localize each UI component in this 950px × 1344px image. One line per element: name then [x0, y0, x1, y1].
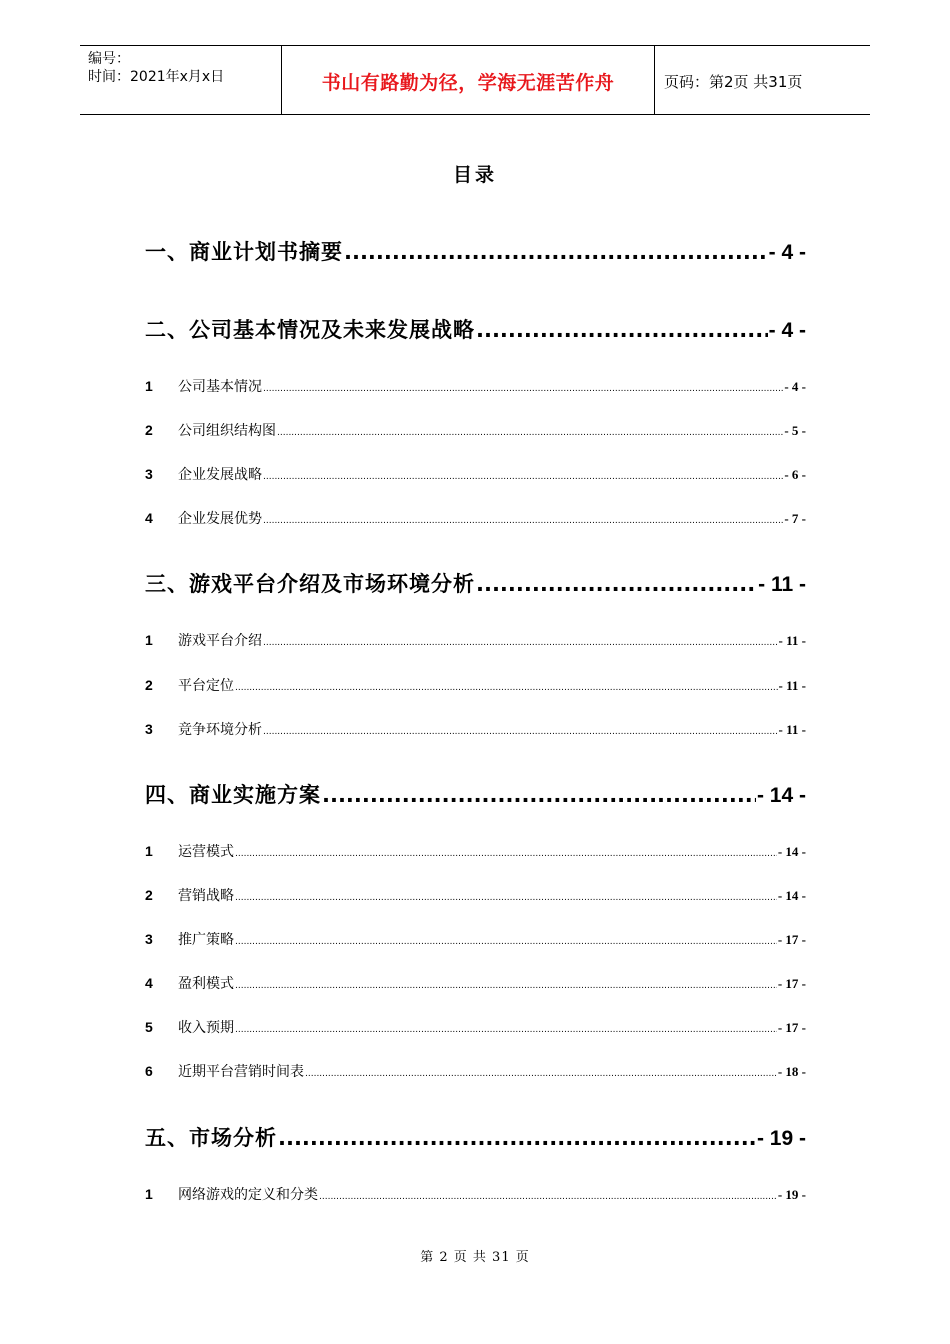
toc-item-number: 3 — [145, 931, 153, 947]
page-footer: 第 2 页 共 31 页 — [420, 1250, 530, 1265]
dot-leader — [476, 318, 768, 342]
toc-item-number: 2 — [145, 887, 153, 903]
toc-item[interactable] — [145, 1061, 806, 1081]
dot-leader — [235, 893, 777, 903]
dot-leader — [263, 638, 778, 648]
toc-item-page: - 14 - — [777, 888, 806, 903]
code-label: 编号： — [88, 51, 130, 67]
toc-item-number: 2 — [145, 422, 153, 438]
toc-item-title: 运营模式 — [178, 844, 234, 860]
toc-section[interactable] — [145, 1122, 806, 1152]
dot-leader — [278, 1126, 756, 1150]
header-page-info: 页码：第2页 共31页 — [664, 73, 803, 91]
toc-item-page: - 11 - — [778, 633, 806, 648]
toc-item-title: 公司基本情况 — [178, 379, 262, 395]
toc-item-title: 盈利模式 — [178, 976, 234, 992]
toc-item-page: - 7 - — [784, 511, 806, 526]
toc-item-title: 推广策略 — [178, 932, 234, 948]
toc-item-page: - 4 - — [784, 379, 806, 394]
toc-item[interactable] — [145, 1184, 806, 1204]
toc-item-title: 网络游戏的定义和分类 — [178, 1187, 318, 1203]
toc-item-title: 企业发展战略 — [178, 467, 262, 483]
toc-section[interactable] — [145, 568, 806, 598]
toc-section-page: - 14 - — [756, 784, 806, 807]
toc-item-title: 收入预期 — [178, 1020, 234, 1036]
toc-item-title: 竞争环境分析 — [178, 722, 262, 738]
header-meta — [88, 50, 224, 86]
toc-item-page: - 17 - — [777, 1020, 806, 1035]
dot-leader — [476, 572, 757, 596]
toc-section[interactable] — [145, 314, 806, 344]
toc-item-number: 3 — [145, 466, 153, 482]
toc-item-number: 4 — [145, 975, 153, 991]
toc-section-title: 二、公司基本情况及未来发展战略 — [145, 318, 475, 342]
toc-item[interactable] — [145, 1017, 806, 1037]
toc-item-title: 游戏平台介绍 — [178, 633, 262, 649]
toc-item-number: 1 — [145, 1186, 153, 1202]
dot-leader — [235, 683, 778, 693]
toc-item-page: - 17 - — [777, 932, 806, 947]
toc-item-number: 1 — [145, 378, 153, 394]
toc-item-page: - 5 - — [784, 423, 806, 438]
dot-leader — [263, 384, 783, 394]
toc-item-number: 1 — [145, 843, 153, 859]
toc-section-page: - 19 - — [756, 1127, 806, 1150]
toc-item-page: - 6 - — [784, 467, 806, 482]
dot-leader — [319, 1192, 777, 1202]
toc-section-page: - 4 - — [768, 319, 806, 342]
toc-item-number: 4 — [145, 510, 153, 526]
toc-section-title: 四、商业实施方案 — [145, 783, 321, 807]
toc-item-title: 营销战略 — [178, 888, 234, 904]
time-label: 时间：2021年x月x日 — [88, 69, 225, 85]
toc-item-page: - 18 - — [777, 1064, 806, 1079]
toc-item-number: 3 — [145, 721, 153, 737]
toc-section-page: - 4 - — [768, 241, 806, 264]
dot-leader — [344, 240, 768, 264]
toc-section[interactable] — [145, 779, 806, 809]
dot-leader — [305, 1069, 777, 1079]
dot-leader — [263, 472, 783, 482]
dot-leader — [277, 428, 783, 438]
header-motto: 书山有路勤为径，学海无涯苦作舟 — [321, 72, 615, 94]
toc-section-page: - 11 - — [758, 573, 806, 596]
dot-leader — [235, 981, 777, 991]
toc-section[interactable] — [145, 236, 806, 266]
toc-item-number: 5 — [145, 1019, 153, 1035]
toc-item-title: 企业发展优势 — [178, 511, 262, 527]
dot-leader — [235, 937, 777, 947]
toc-item[interactable] — [145, 630, 806, 650]
toc-item-title: 公司组织结构图 — [178, 423, 276, 439]
toc-item-page: - 11 - — [778, 678, 806, 693]
toc-section-title: 一、商业计划书摘要 — [145, 240, 343, 264]
toc-item-number: 1 — [145, 632, 153, 648]
toc-item[interactable] — [145, 929, 806, 949]
toc-item[interactable] — [145, 508, 806, 528]
toc-item-number: 2 — [145, 677, 153, 693]
dot-leader — [322, 783, 756, 807]
toc-item-page: - 11 - — [778, 722, 806, 737]
toc-item[interactable] — [145, 841, 806, 861]
toc-item[interactable] — [145, 675, 806, 695]
toc-item-title: 近期平台营销时间表 — [178, 1064, 304, 1080]
dot-leader — [235, 1025, 777, 1035]
toc-item-page: - 17 - — [777, 976, 806, 991]
toc-item[interactable] — [145, 464, 806, 484]
toc-title: 目录 — [452, 164, 497, 186]
page-header — [80, 45, 870, 115]
toc-section-title: 三、游戏平台介绍及市场环境分析 — [145, 572, 475, 596]
dot-leader — [263, 516, 783, 526]
toc-item[interactable] — [145, 376, 806, 396]
dot-leader — [263, 727, 778, 737]
toc-item-page: - 19 - — [777, 1187, 806, 1202]
toc-item-number: 6 — [145, 1063, 153, 1079]
toc-item[interactable] — [145, 719, 806, 739]
header-divider — [654, 46, 655, 114]
toc-item-page: - 14 - — [777, 844, 806, 859]
toc-section-title: 五、市场分析 — [145, 1126, 277, 1150]
toc-item[interactable] — [145, 973, 806, 993]
toc-item[interactable] — [145, 420, 806, 440]
toc-item[interactable] — [145, 885, 806, 905]
dot-leader — [235, 849, 777, 859]
toc-item-title: 平台定位 — [178, 678, 234, 694]
